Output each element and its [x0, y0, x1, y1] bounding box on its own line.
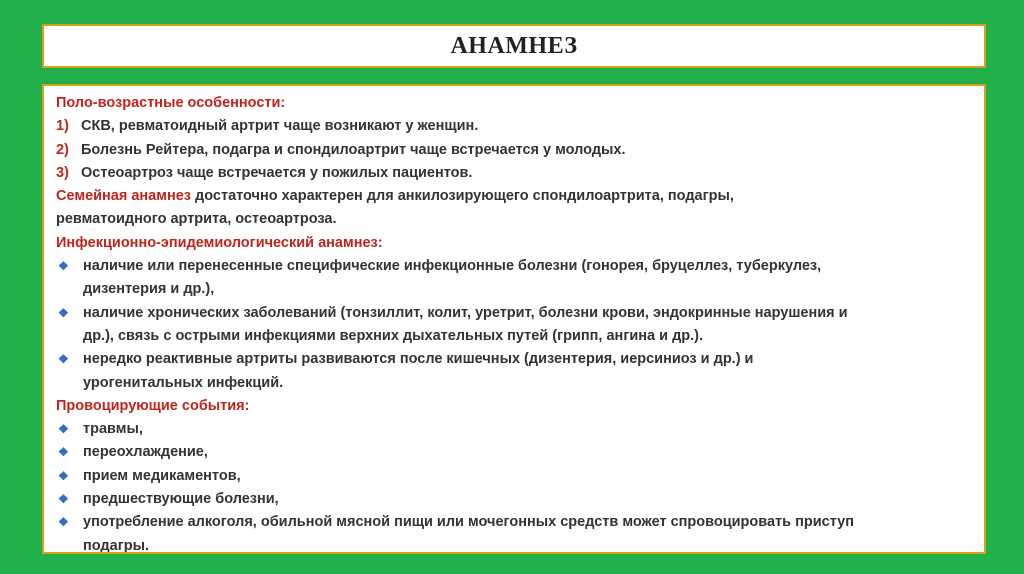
bullet-text — [83, 465, 974, 488]
diamond-bullet-icon: ❖ — [58, 468, 69, 483]
diamond-bullet-icon: ❖ — [58, 492, 69, 507]
bullet-text-line1: предшествующие болезни, — [83, 491, 279, 508]
diamond-bullet-icon: ❖ — [58, 422, 69, 437]
bullet-item — [56, 488, 974, 511]
bullet-text-line1: прием медикаментов, — [83, 467, 241, 484]
bullet-item — [56, 302, 974, 349]
bullet-text — [83, 255, 974, 302]
bullet-item — [56, 511, 974, 554]
bullet-item — [56, 418, 974, 441]
diamond-bullet-icon: ❖ — [58, 515, 69, 530]
item-number: 1) — [56, 118, 69, 135]
bullet-text-line2: урогенитальных инфекций. — [83, 374, 284, 391]
bullet-text-line1: нередко реактивные артриты развиваются после кишечных (дизентерия, иерсиниоз и др.) и — [83, 351, 754, 368]
item-text: СКВ, ревматоидный артрит чаще возникают у женщин. — [81, 118, 479, 135]
bullet-text-line1: травмы, — [83, 421, 143, 438]
bullet-text — [83, 418, 974, 441]
bullet-text-line1: переохлаждение, — [83, 444, 208, 461]
diamond-bullet-icon: ❖ — [58, 445, 69, 460]
bullet-text-line2: подагры. — [83, 537, 150, 554]
bullet-item — [56, 348, 974, 395]
section-heading-triggers: Провоцирующие события: — [56, 397, 250, 414]
title-box — [42, 24, 986, 68]
content-box — [42, 84, 986, 554]
bullet-item — [56, 441, 974, 464]
bullet-item — [56, 255, 974, 302]
item-number: 3) — [56, 164, 69, 181]
family-text-line2: ревматоидного артрита, остеоартроза. — [56, 211, 337, 228]
bullet-text-line1: употребление алкоголя, обильной мясной пищи или мочегонных средств может спровоцировать приступ — [83, 514, 854, 531]
numbered-item — [56, 162, 974, 185]
section-heading-age-sex: Поло-возрастные особенности: — [56, 95, 286, 111]
diamond-bullet-icon: ❖ — [58, 352, 69, 367]
numbered-item — [56, 115, 974, 138]
numbered-item — [56, 139, 974, 162]
item-text: Болезнь Рейтера, подагра и спондилоартрит чаще встречается у молодых. — [81, 141, 626, 158]
item-number: 2) — [56, 141, 69, 158]
family-paragraph — [56, 185, 974, 208]
bullet-text — [83, 302, 974, 349]
page-title: АНАМНЕЗ — [450, 32, 578, 59]
family-text-line1: достаточно характерен для анкилозирующего спондилоартрита, подагры, — [191, 188, 734, 205]
bullet-item — [56, 465, 974, 488]
section-heading-family: Семейная анамнез — [56, 188, 192, 205]
item-text: Остеоартроз чаще встречается у пожилых пациентов. — [81, 164, 473, 181]
bullet-text-line2: дизентерия и др.), — [83, 281, 215, 298]
diamond-bullet-icon: ❖ — [58, 259, 69, 274]
section-heading-infection: Инфекционно-эпидемиологический анамнез: — [56, 234, 383, 251]
bullet-text-line2: др.), связь с острыми инфекциями верхних дыхательных путей (грипп, ангина и др.). — [83, 327, 704, 344]
bullet-text-line1: наличие или перенесенные специфические инфекционные болезни (гонорея, бруцеллез, туберкулез, — [83, 258, 822, 275]
bullet-text — [83, 511, 974, 554]
bullet-text — [83, 348, 974, 395]
bullet-text — [83, 488, 974, 511]
bullet-text-line1: наличие хронических заболеваний (тонзиллит, колит, уретрит, болезни крови, эндокринные нарушения и — [83, 304, 848, 321]
bullet-text — [83, 441, 974, 464]
diamond-bullet-icon: ❖ — [58, 305, 69, 320]
